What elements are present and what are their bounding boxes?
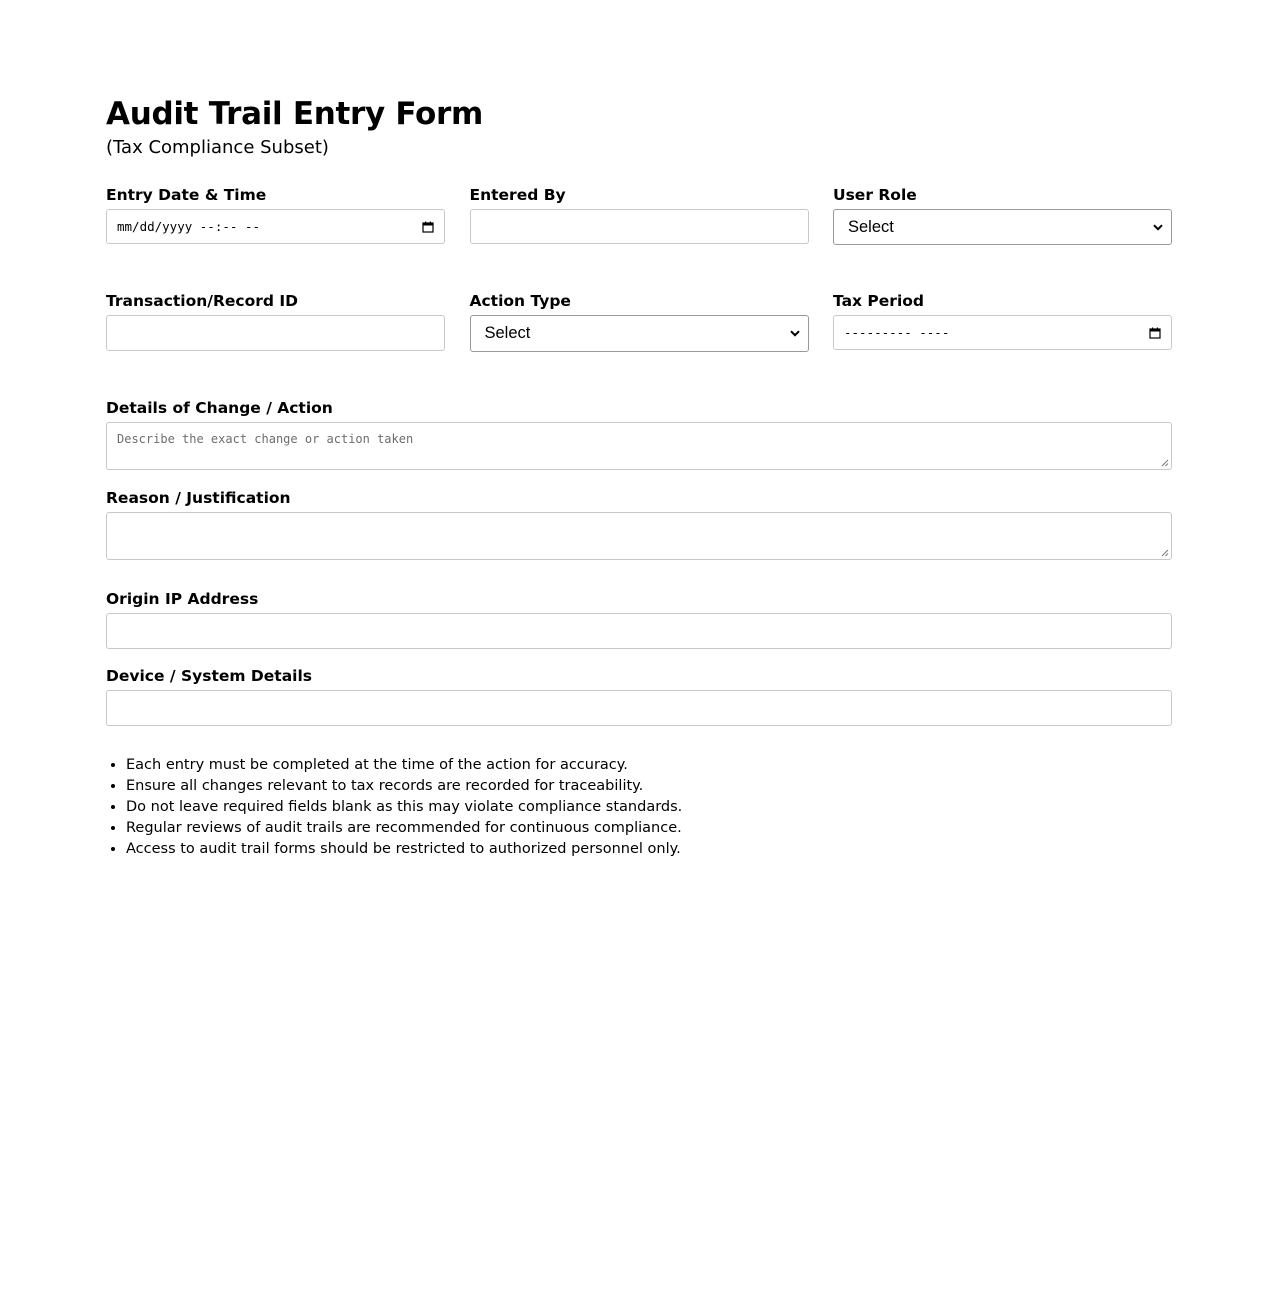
page-subtitle: (Tax Compliance Subset): [106, 137, 329, 158]
user-role-label: User Role: [833, 186, 917, 204]
origin-ip-input[interactable]: [106, 613, 1172, 649]
entered-by-field: [470, 185, 809, 245]
resize-grip-icon[interactable]: [1161, 549, 1169, 557]
tax-period-display: --------- ----: [844, 325, 950, 340]
user-role-selected: Select: [848, 217, 894, 236]
origin-ip-field: [106, 589, 1172, 649]
entered-by-input[interactable]: [470, 209, 809, 244]
tax-period-label: Tax Period: [833, 292, 925, 310]
resize-grip-icon[interactable]: [1161, 459, 1169, 467]
record-id-label: Transaction/Record ID: [106, 292, 299, 310]
compliance-notes: [106, 755, 1172, 860]
form-row-2: [106, 291, 1172, 352]
details-placeholder: Describe the exact change or action taken: [117, 432, 414, 446]
tax-period-field: [833, 291, 1172, 352]
details-field: [106, 398, 1172, 470]
entry-datetime-label: Entry Date & Time: [106, 186, 267, 204]
entry-datetime-field: [106, 185, 445, 245]
origin-ip-label: Origin IP Address: [106, 590, 259, 608]
chevron-down-icon: [790, 330, 800, 337]
user-role-select[interactable]: [833, 209, 1172, 245]
reason-field: [106, 488, 1172, 560]
details-textarea[interactable]: [106, 422, 1172, 470]
record-id-field: [106, 291, 445, 352]
tax-period-input[interactable]: [833, 315, 1172, 350]
list-item: • Access to audit trail forms should be restricted to authorized personnel only.: [126, 839, 1172, 860]
entered-by-label: Entered By: [469, 186, 566, 204]
entry-datetime-display: mm/dd/yyyy --:-- --: [117, 219, 260, 234]
device-input[interactable]: [106, 690, 1172, 726]
action-type-select[interactable]: [470, 315, 809, 352]
chevron-down-icon: [1153, 224, 1163, 231]
device-label: Device / System Details: [106, 667, 313, 685]
reason-textarea[interactable]: [106, 512, 1172, 560]
list-item: • Ensure all changes relevant to tax records are recorded for traceability.: [126, 776, 1172, 797]
action-type-label: Action Type: [469, 292, 571, 310]
entry-datetime-input[interactable]: [106, 209, 445, 244]
device-field: [106, 666, 1172, 726]
audit-trail-form: [106, 96, 1172, 860]
form-row-1: [106, 185, 1172, 245]
record-id-input[interactable]: [106, 315, 445, 351]
calendar-icon[interactable]: [422, 221, 434, 233]
details-label: Details of Change / Action: [106, 399, 333, 417]
user-role-field: [833, 185, 1172, 245]
reason-label: Reason / Justification: [106, 489, 291, 507]
list-item: • Do not leave required fields blank as this may violate compliance standards.: [126, 797, 1172, 818]
list-item: • Each entry must be completed at the time of the action for accuracy.: [126, 755, 1172, 776]
action-type-field: [470, 291, 809, 352]
page-title: Audit Trail Entry Form: [106, 96, 484, 132]
calendar-icon[interactable]: [1149, 327, 1161, 339]
action-type-selected: Select: [484, 324, 531, 342]
list-item: • Regular reviews of audit trails are recommended for continuous compliance.: [126, 818, 1172, 839]
